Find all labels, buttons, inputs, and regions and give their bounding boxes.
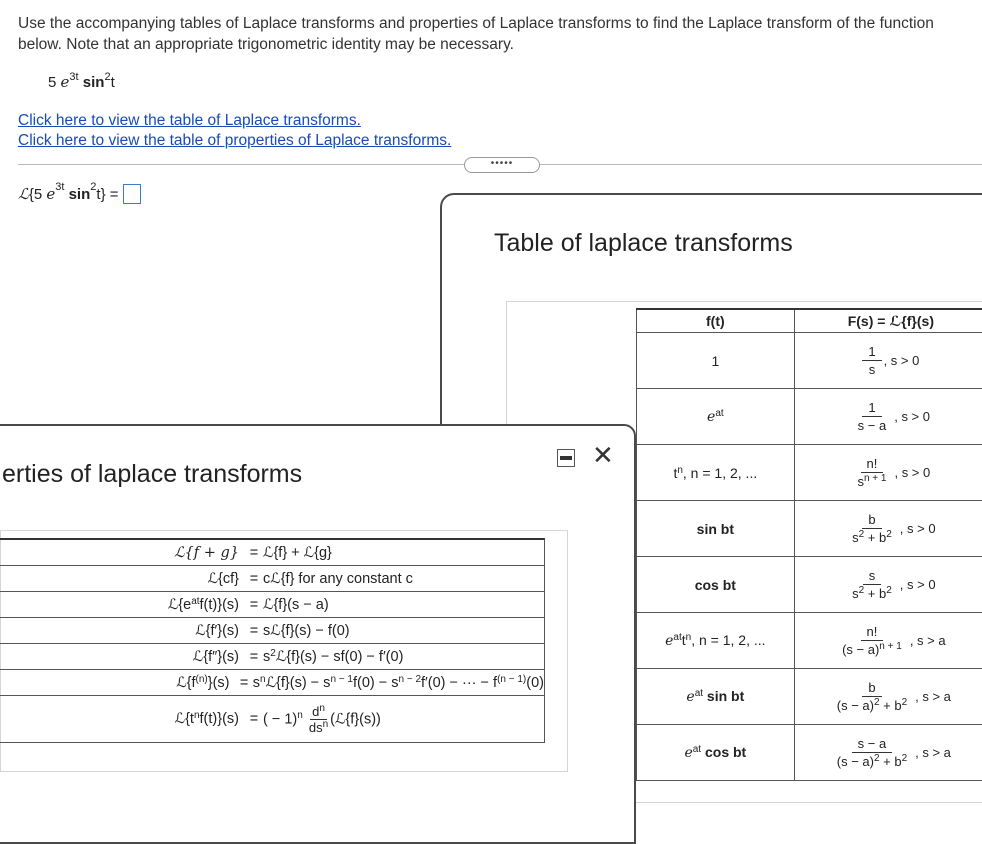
table-row: sin bt $\frac{b}{s^2 + b^2}$ , s > 0 [637, 501, 982, 557]
laplace-table [636, 308, 982, 781]
table-row: ℒ{cf} = cℒ{f} for any constant c [0, 566, 544, 592]
properties-table [0, 538, 545, 743]
table-row: cos bt $\frac{s}{s^2 + b^2}$ , s > 0 [637, 557, 982, 613]
answer-row: ℒ {5 e $^{3t}$ sin $^2$ t} = [18, 184, 141, 204]
table-row: 1 $\frac{1}{s}$ , s > 0 [637, 333, 982, 389]
table-row: $ℒ\{f^{(n)}\}(s)$ = $s^nℒ\{f\}(s) - s^{n - 1}f(0) - s^{n - 2}f'(0)$ − ··· − $f^{(n - 1)}(0)$ [0, 670, 544, 696]
table-row: $t^n$, n = 1, 2, ... $\frac{n!}{s^{n + 1}}$ , s > 0 [637, 445, 982, 501]
properties-table-link[interactable]: Click here to view the table of properties of Laplace transforms. [18, 132, 451, 150]
close-button[interactable]: ✕ [592, 442, 614, 468]
properties-window-title: erties of laplace transforms [2, 460, 302, 489]
properties-table-window [0, 424, 636, 844]
table-row: $e^{at}$ $\frac{1}{s - a}$ , s > 0 [637, 389, 982, 445]
table-row: $e^{at}$ cos bt $\frac{s - a}{(s - a)^2 + b^2}$ , s > a [637, 725, 982, 781]
table-row: ℒ{f′}(s) = sℒ{f}(s) − f(0) [0, 618, 544, 644]
header-Fs: F(s) = ℒ{f}(s) [794, 309, 982, 333]
table-header-row [637, 309, 982, 333]
table-row: ℒ{f″}(s) = $s^2ℒ\{f\}(s) - sf(0) - f'(0)$ [0, 644, 544, 670]
given-function: 5 $e^{3t}$ $\sin^2t$ [48, 73, 115, 91]
laplace-window-title: Table of laplace transforms [494, 229, 793, 258]
table-row: $ℒ\{e^{at}f(t)\}(s)$ = ℒ{f}(s − a) [0, 592, 544, 618]
expand-ellipsis-button[interactable]: ••••• [464, 157, 540, 173]
table-row: $e^{at}t^n$, n = 1, 2, ... $\frac{n!}{(s - a)^{n + 1}}$ , s > a [637, 613, 982, 669]
minimize-button[interactable] [557, 449, 575, 467]
table-row: $e^{at}$ sin bt $\frac{b}{(s - a)^2 + b^2}$ , s > a [637, 669, 982, 725]
header-ft: f(t) [637, 309, 795, 333]
table-row: $ℒ\{t^nf(t)\}(s)$ = ( − 1)$^n$ $d^n$ $ds^n$ (ℒ{f}(s)) [0, 696, 544, 743]
laplace-table-link[interactable]: Click here to view the table of Laplace transforms. [18, 112, 361, 130]
instructions-text: Use the accompanying tables of Laplace transforms and properties of Laplace transforms to find the Laplace transform of the function below. Note that an appropriate trigonometric identity may be necessary. [18, 13, 978, 55]
answer-input[interactable] [123, 184, 141, 204]
table-row: ℒ{f + g} = ℒ{f} + ℒ{g} [0, 540, 544, 566]
